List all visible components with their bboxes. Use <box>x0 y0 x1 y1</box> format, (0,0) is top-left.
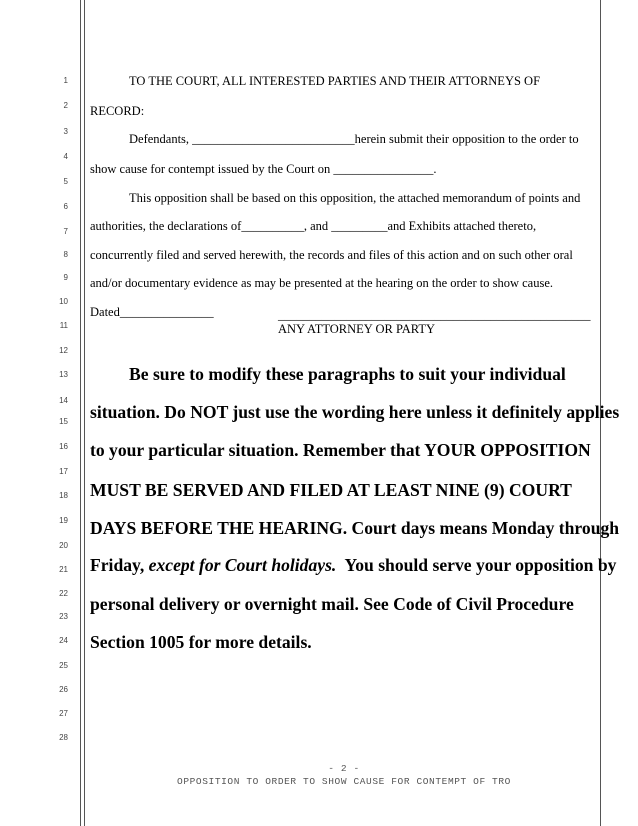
line-number: 15 <box>59 417 68 426</box>
opposition-paragraph-line: show cause for contempt issued by the Court on ________________. <box>90 162 437 176</box>
line-number: 24 <box>59 636 68 645</box>
basis-paragraph-line: concurrently filed and served herewith, the records and files of this action and on such other oral <box>90 248 573 262</box>
line-number: 28 <box>59 733 68 742</box>
line-number: 7 <box>63 227 68 236</box>
left-margin-rule-inner <box>84 0 85 826</box>
line-number: 8 <box>63 250 68 259</box>
note-line <box>90 555 617 575</box>
note-text: You should serve your opposition by <box>336 555 617 575</box>
left-margin-rule-outer <box>80 0 81 826</box>
line-number: 17 <box>59 467 68 476</box>
line-number: 26 <box>59 685 68 694</box>
line-number: 5 <box>63 177 68 186</box>
line-number: 14 <box>59 396 68 405</box>
line-number: 21 <box>59 565 68 574</box>
dated-field: Dated_______________ <box>90 305 214 319</box>
line-number: 6 <box>63 202 68 211</box>
note-line: MUST BE SERVED AND FILED AT LEAST NINE (9) COURT <box>90 480 572 500</box>
signature-block <box>278 308 591 336</box>
note-line: to your particular situation. Remember that YOUR OPPOSITION <box>90 440 591 460</box>
note-text: Friday, <box>90 555 149 575</box>
note-line: Section 1005 for more details. <box>90 632 312 652</box>
line-number: 13 <box>59 370 68 379</box>
line-number: 2 <box>63 101 68 110</box>
note-line: personal delivery or overnight mail. See Code of Civil Procedure <box>90 594 574 614</box>
note-emphasis: except for Court holidays. <box>148 555 337 575</box>
page-number: - 2 - <box>328 763 360 774</box>
line-number: 12 <box>59 346 68 355</box>
line-number: 16 <box>59 442 68 451</box>
line-number: 23 <box>59 612 68 621</box>
signature-line: __________________________________________________ <box>278 308 591 322</box>
basis-paragraph-line: This opposition shall be based on this opposition, the attached memorandum of points and <box>129 191 581 205</box>
line-number: 22 <box>59 589 68 598</box>
address-line: TO THE COURT, ALL INTERESTED PARTIES AND THEIR ATTORNEYS OF <box>129 74 541 88</box>
line-number: 9 <box>63 273 68 282</box>
line-number: 1 <box>63 76 68 85</box>
address-line: RECORD: <box>90 104 145 118</box>
line-number: 10 <box>59 297 68 306</box>
signature-label: ANY ATTORNEY OR PARTY <box>278 322 436 336</box>
opposition-paragraph-line: Defendants, __________________________herein submit their opposition to the order to <box>129 132 579 146</box>
line-number: 25 <box>59 661 68 670</box>
note-line: DAYS BEFORE THE HEARING. Court days means Monday through <box>90 518 620 538</box>
line-number: 27 <box>59 709 68 718</box>
note-line: Be sure to modify these paragraphs to suit your individual <box>129 364 566 384</box>
line-number: 20 <box>59 541 68 550</box>
line-number: 4 <box>63 152 68 161</box>
line-number: 18 <box>59 491 68 500</box>
note-line: situation. Do NOT just use the wording here unless it definitely applies <box>90 402 620 422</box>
basis-paragraph-line: and/or documentary evidence as may be presented at the hearing on the order to show cause. <box>90 276 554 290</box>
footer-title: OPPOSITION TO ORDER TO SHOW CAUSE FOR CONTEMPT OF TRO <box>177 776 511 787</box>
basis-paragraph-line: authorities, the declarations of__________, and _________and Exhibits attached thereto, <box>90 219 537 233</box>
line-number: 19 <box>59 516 68 525</box>
line-number: 3 <box>63 127 68 136</box>
line-number: 11 <box>59 321 68 330</box>
